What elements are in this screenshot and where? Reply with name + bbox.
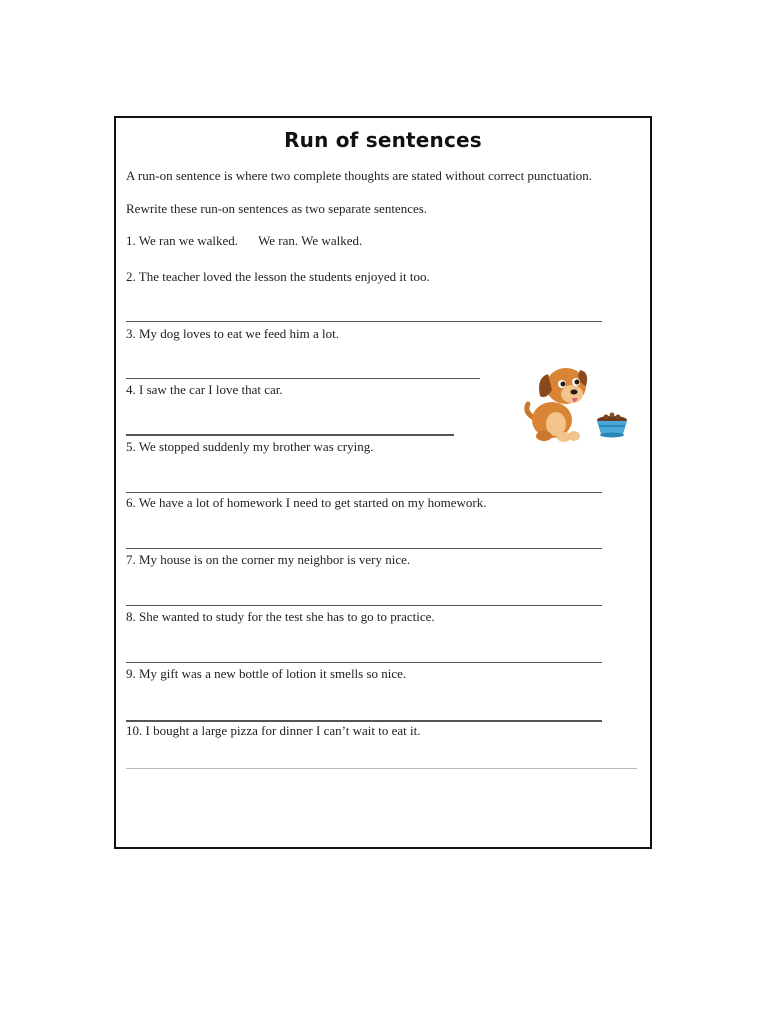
- question-item-8: 8. She wanted to study for the test she has to go to practice.: [126, 609, 435, 624]
- question-item-5: 5. We stopped suddenly my brother was crying.: [126, 439, 374, 454]
- definition-text: A run-on sentence is where two complete thoughts are stated without correct punctuation.: [126, 168, 593, 183]
- question-item-7: 7. My house is on the corner my neighbor is very nice.: [126, 552, 411, 567]
- question-item-6: 6. We have a lot of homework I need to get started on my homework.: [126, 495, 487, 510]
- answer-line-10[interactable]: [126, 768, 637, 769]
- question-item-3: 3. My dog loves to eat we feed him a lot.: [126, 326, 340, 341]
- puppy-with-food-bowl-illustration: [522, 360, 632, 444]
- answer-line-7[interactable]: [126, 605, 602, 606]
- example-answer: We ran. We walked.: [258, 233, 363, 248]
- answer-line-9[interactable]: [126, 720, 602, 722]
- answer-line-8[interactable]: [126, 662, 602, 663]
- answer-line-3[interactable]: [126, 378, 480, 379]
- example-sentence: 1. We ran we walked.: [126, 233, 239, 248]
- question-item-2: 2. The teacher loved the lesson the students enjoyed it too.: [126, 269, 430, 284]
- worksheet-page: [114, 116, 652, 849]
- question-item-4: 4. I saw the car I love that car.: [126, 382, 283, 397]
- answer-line-2[interactable]: [126, 321, 602, 322]
- question-item-10: 10. I bought a large pizza for dinner I can’t wait to eat it.: [126, 723, 421, 738]
- example-item: [126, 233, 362, 249]
- answer-line-4[interactable]: [126, 434, 454, 436]
- instruction-text: Rewrite these run-on sentences as two separate sentences.: [126, 201, 428, 216]
- question-item-9: 9. My gift was a new bottle of lotion it smells so nice.: [126, 666, 407, 681]
- answer-line-5[interactable]: [126, 492, 602, 493]
- worksheet-title: Run of sentences: [284, 128, 482, 152]
- answer-line-6[interactable]: [126, 548, 602, 549]
